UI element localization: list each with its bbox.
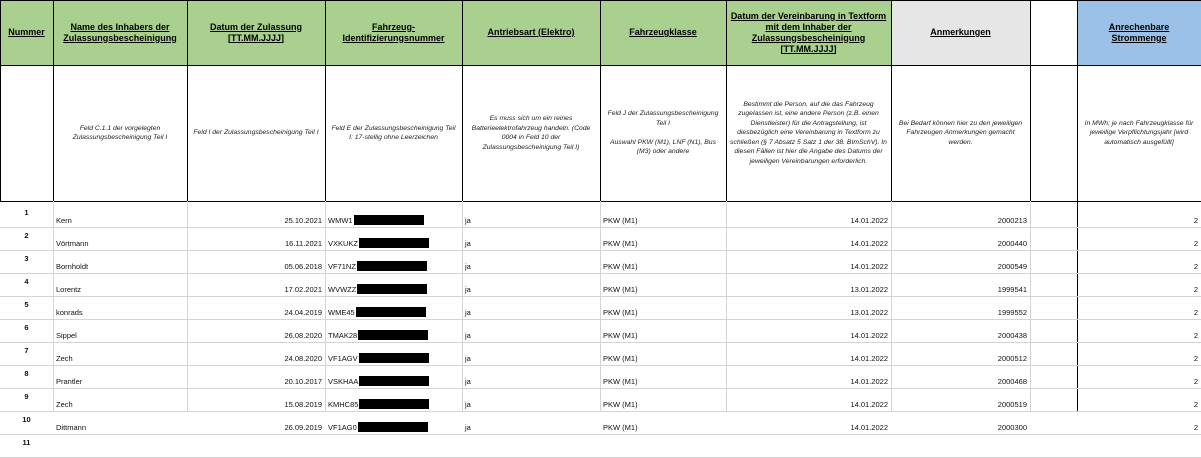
redaction-bar [359,399,429,409]
redaction-bar [357,284,427,294]
cell-vereinbarung[interactable]: 14.01.2022 [850,354,888,363]
cell-klasse[interactable]: PKW (M1) [603,262,638,271]
cell-fin[interactable] [325,251,462,274]
data-horizontal-gridline [0,273,1201,274]
redaction-bar [359,238,429,248]
cell-fin[interactable] [325,297,462,320]
cell-empty[interactable] [1030,274,1077,297]
column-header-datum[interactable]: Datum der Zulassung [TT.MM.JJJJ] [187,0,325,65]
column-description: Feld E der Zulassungsbescheinigung Teil I: 17-stellig ohne Leerzeichen [331,124,456,141]
cell-empty[interactable] [1030,320,1077,343]
cell-klasse[interactable] [600,435,726,458]
cell-nummer[interactable]: 6 [24,323,29,332]
cell-fin[interactable] [325,366,462,389]
cell-strom[interactable]: 2 [1193,377,1198,386]
vin-prefix: VF1AG0 [328,423,357,432]
cell-datum[interactable]: 26.08.2020 [284,331,322,340]
header-vertical-border [325,0,326,201]
cell-strom[interactable]: 2 [1193,239,1198,248]
cell-fin[interactable] [325,412,462,435]
cell-fin[interactable] [325,320,462,343]
column-description [1030,65,1077,201]
cell-antrieb[interactable]: ja [465,354,471,363]
cell-datum[interactable]: 17.02.2021 [284,285,322,294]
header-vertical-border [462,0,463,201]
cell-datum[interactable]: 26.09.2019 [284,423,322,432]
cell-vereinbarung[interactable]: 14.01.2022 [850,400,888,409]
cell-empty[interactable] [1030,251,1077,274]
data-horizontal-gridline [0,411,1201,412]
cell-antrieb[interactable]: ja [465,239,471,248]
cell-vereinbarung[interactable] [726,435,891,458]
redaction-bar [354,215,424,225]
cell-anmerkung[interactable]: 1999552 [997,308,1027,317]
column-header-antrieb[interactable]: Antriebsart (Elektro) [462,0,600,65]
data-vertical-gridline [726,201,727,411]
cell-empty[interactable] [1030,343,1077,366]
redaction-bar [358,330,428,340]
cell-strom[interactable]: 2 [1193,216,1198,225]
column-description: Bei Bedarf können hier zu den jeweiligen Fahrzeugen Anmerkungen gemacht werden. [898,119,1023,146]
cell-name[interactable]: Kern [56,216,72,225]
redaction-bar [357,261,427,271]
cell-nummer[interactable]: 3 [24,254,29,263]
cell-anmerkung[interactable] [891,435,1030,458]
cell-antrieb[interactable]: ja [465,285,471,294]
column-description: Es muss sich um ein reines Batterieelektrofahrzeug handeln. (Code 0004 in Feld 10 der Zulassungsbescheinigung Teil I) [471,115,591,151]
data-vertical-gridline [53,201,54,411]
column-description: Bestimmt die Person, auf die das Fahrzeug zugelassen ist, eine andere Person (z.B. einen Dienstleister) für die Antragstellung, ist diesbezüglich eine Vereinbarung in Textform zu schließen (§ 7 Absatz 5 Satz 1 der 38. BImSchV). In diesen Fällen ist hier die Angabe des Datums der jeweiligen Vereinbarungen erforderlich. [730,100,887,165]
cell-strom[interactable]: 2 [1193,285,1198,294]
data-horizontal-gridline [0,319,1201,320]
data-horizontal-gridline [0,296,1201,297]
cell-nummer[interactable]: 10 [22,415,31,424]
cell-fin[interactable] [325,343,462,366]
cell-fin[interactable] [325,274,462,297]
cell-anmerkung[interactable]: 2000512 [997,354,1027,363]
cell-nummer[interactable]: 8 [24,369,29,378]
cell-vereinbarung[interactable]: 14.01.2022 [850,239,888,248]
cell-vereinbarung[interactable]: 14.01.2022 [850,262,888,271]
header-vertical-border [891,0,892,201]
cell-fin[interactable] [325,389,462,412]
data-horizontal-gridline [0,227,1201,228]
vin-prefix: TMAK28 [328,331,358,340]
column-description: Feld I der Zulassungsbescheinigung Teil I [193,129,319,137]
cell-nummer[interactable]: 4 [24,277,29,286]
vin-prefix: VF1AGV [328,354,358,363]
cell-empty[interactable] [1030,366,1077,389]
cell-fin[interactable] [325,205,462,228]
data-horizontal-gridline [0,342,1201,343]
cell-datum[interactable]: 20.10.2017 [284,377,322,386]
cell-klasse[interactable]: PKW (M1) [603,331,638,340]
column-header-nummer[interactable]: Nummer [0,0,53,65]
cell-empty[interactable] [1030,297,1077,320]
redaction-bar [359,376,429,386]
header-bottom-border [0,65,1201,66]
header-vertical-border [1077,0,1078,201]
cell-anmerkung[interactable]: 2000440 [997,239,1027,248]
cell-antrieb[interactable]: ja [465,262,471,271]
data-horizontal-gridline [0,365,1201,366]
column-header-klasse[interactable]: Fahrzeugklasse [600,0,726,65]
cell-anmerkung[interactable]: 2000549 [997,262,1027,271]
cell-antrieb[interactable]: ja [465,331,471,340]
data-vertical-gridline [891,201,892,411]
cell-empty[interactable] [1030,389,1077,412]
cell-nummer[interactable]: 7 [24,346,29,355]
cell-name[interactable]: Bornholdt [56,262,89,271]
cell-vereinbarung[interactable]: 14.01.2022 [850,331,888,340]
cell-anmerkung[interactable]: 2000300 [997,423,1027,432]
data-vertical-gridline [325,201,326,411]
vin-prefix: VSKHAA [328,377,359,386]
cell-name[interactable]: Dittmann [56,423,87,432]
data-vertical-border [1077,201,1078,411]
redaction-bar [359,353,429,363]
cell-name[interactable]: Prantler [56,377,83,386]
cell-empty[interactable] [1030,205,1077,228]
data-vertical-gridline [462,201,463,411]
cell-name[interactable]: Sippel [56,331,77,340]
cell-strom[interactable]: 2 [1193,400,1198,409]
cell-antrieb[interactable]: ja [465,423,471,432]
data-horizontal-gridline [0,250,1201,251]
cell-fin[interactable] [325,228,462,251]
vin-prefix: VXKUKZ [328,239,359,248]
cell-nummer[interactable]: 9 [24,392,29,401]
cell-strom[interactable]: 2 [1193,423,1198,432]
column-header-fin[interactable]: Fahrzeug-Identifizierungsnummer [325,0,462,65]
vin-prefix: WMW1 [328,216,353,225]
cell-datum[interactable]: 25.10.2021 [284,216,322,225]
header-vertical-border [726,0,727,201]
cell-antrieb[interactable]: ja [465,216,471,225]
cell-vereinbarung[interactable]: 14.01.2022 [850,216,888,225]
cell-datum[interactable] [187,435,325,458]
cell-strom[interactable]: 2 [1193,262,1198,271]
cell-name[interactable]: Lorentz [56,285,82,294]
cell-klasse[interactable]: PKW (M1) [603,377,638,386]
header-vertical-border [53,0,54,201]
cell-antrieb[interactable] [462,435,600,458]
column-header-anmerkungen[interactable]: Anmerkungen [891,0,1030,65]
data-horizontal-gridline [0,388,1201,389]
cell-datum[interactable]: 16.11.2021 [285,239,322,248]
cell-anmerkung[interactable]: 2000438 [997,331,1027,340]
data-vertical-gridline [600,201,601,411]
cell-name[interactable] [53,435,187,458]
cell-datum[interactable]: 24.04.2019 [284,308,322,317]
cell-fin[interactable] [325,435,462,458]
cell-empty[interactable] [1030,228,1077,251]
cell-empty[interactable] [1030,435,1077,458]
column-description: Feld J der Zulassungsbescheinigung Teil I Auswahl PKW (M1), LNF (N1), Bus (M3) oder andere [607,110,719,156]
vin-prefix: WVWZZ [328,285,357,294]
cell-name[interactable]: Vörtmann [56,239,89,248]
cell-klasse[interactable]: PKW (M1) [603,400,638,409]
cell-klasse[interactable]: PKW (M1) [603,285,638,294]
vin-prefix: WME45 [328,308,355,317]
cell-nummer[interactable]: 2 [24,231,29,240]
cell-vereinbarung[interactable]: 13.01.2022 [850,285,888,294]
column-description: Feld C.1.1 der vorgelegten Zulassungsbescheinigung Teil I [72,124,168,141]
cell-klasse[interactable]: PKW (M1) [603,216,638,225]
redaction-bar [358,422,428,432]
vin-prefix: VF71NZ [328,262,356,271]
cell-strom[interactable] [1077,435,1201,458]
header-vertical-border [600,0,601,201]
column-header-strom[interactable]: Anrechenbare Strommenge [1077,0,1201,65]
header-vertical-border [187,0,188,201]
header-top-border [0,0,1201,1]
redaction-bar [356,307,426,317]
data-vertical-gridline [1030,201,1031,411]
column-description: In MWh; je nach Fahrzeugklasse für jeweilige Verpflichtungsjahr [wird automatisch ausgefüllt] [1084,119,1194,146]
cell-strom[interactable]: 2 [1193,308,1198,317]
column-description [0,65,53,201]
cell-name[interactable]: konrads [56,308,83,317]
cell-nummer[interactable]: 5 [24,300,29,309]
column-header-vereinbarung[interactable]: Datum der Vereinbarung in Textform mit dem Inhaber der Zulassungsbescheinigung [TT.MM.JJJJ] [726,0,891,65]
cell-datum[interactable]: 24.08.2020 [284,354,322,363]
cell-nummer[interactable]: 1 [24,208,29,217]
cell-klasse[interactable]: PKW (M1) [603,423,638,432]
cell-strom[interactable]: 2 [1193,354,1198,363]
cell-name[interactable]: Zech [56,354,73,363]
cell-datum[interactable]: 05.06.2018 [284,262,322,271]
column-header-name[interactable]: Name des Inhabers der Zulassungsbescheinigung [53,0,187,65]
cell-nummer[interactable]: 11 [22,438,31,447]
vin-prefix: KMHC85 [328,400,359,409]
cell-antrieb[interactable]: ja [465,308,471,317]
cell-empty[interactable] [1030,412,1077,435]
cell-anmerkung[interactable]: 2000213 [997,216,1027,225]
cell-name[interactable]: Zech [56,400,73,409]
cell-anmerkung[interactable]: 1999541 [997,285,1027,294]
data-vertical-gridline [187,201,188,411]
cell-anmerkung[interactable]: 2000468 [997,377,1027,386]
cell-klasse[interactable]: PKW (M1) [603,239,638,248]
column-header-blank[interactable] [1030,0,1077,65]
cell-vereinbarung[interactable]: 14.01.2022 [850,423,888,432]
cell-klasse[interactable]: PKW (M1) [603,308,638,317]
cell-antrieb[interactable]: ja [465,377,471,386]
cell-antrieb[interactable]: ja [465,400,471,409]
cell-vereinbarung[interactable]: 13.01.2022 [850,308,888,317]
cell-vereinbarung[interactable]: 14.01.2022 [850,377,888,386]
header-vertical-border [1030,0,1031,201]
cell-klasse[interactable]: PKW (M1) [603,354,638,363]
cell-strom[interactable]: 2 [1193,331,1198,340]
data-horizontal-gridline [0,434,1201,435]
cell-anmerkung[interactable]: 2000519 [997,400,1027,409]
cell-datum[interactable]: 15.08.2019 [284,400,322,409]
header-left-border [0,0,1,201]
